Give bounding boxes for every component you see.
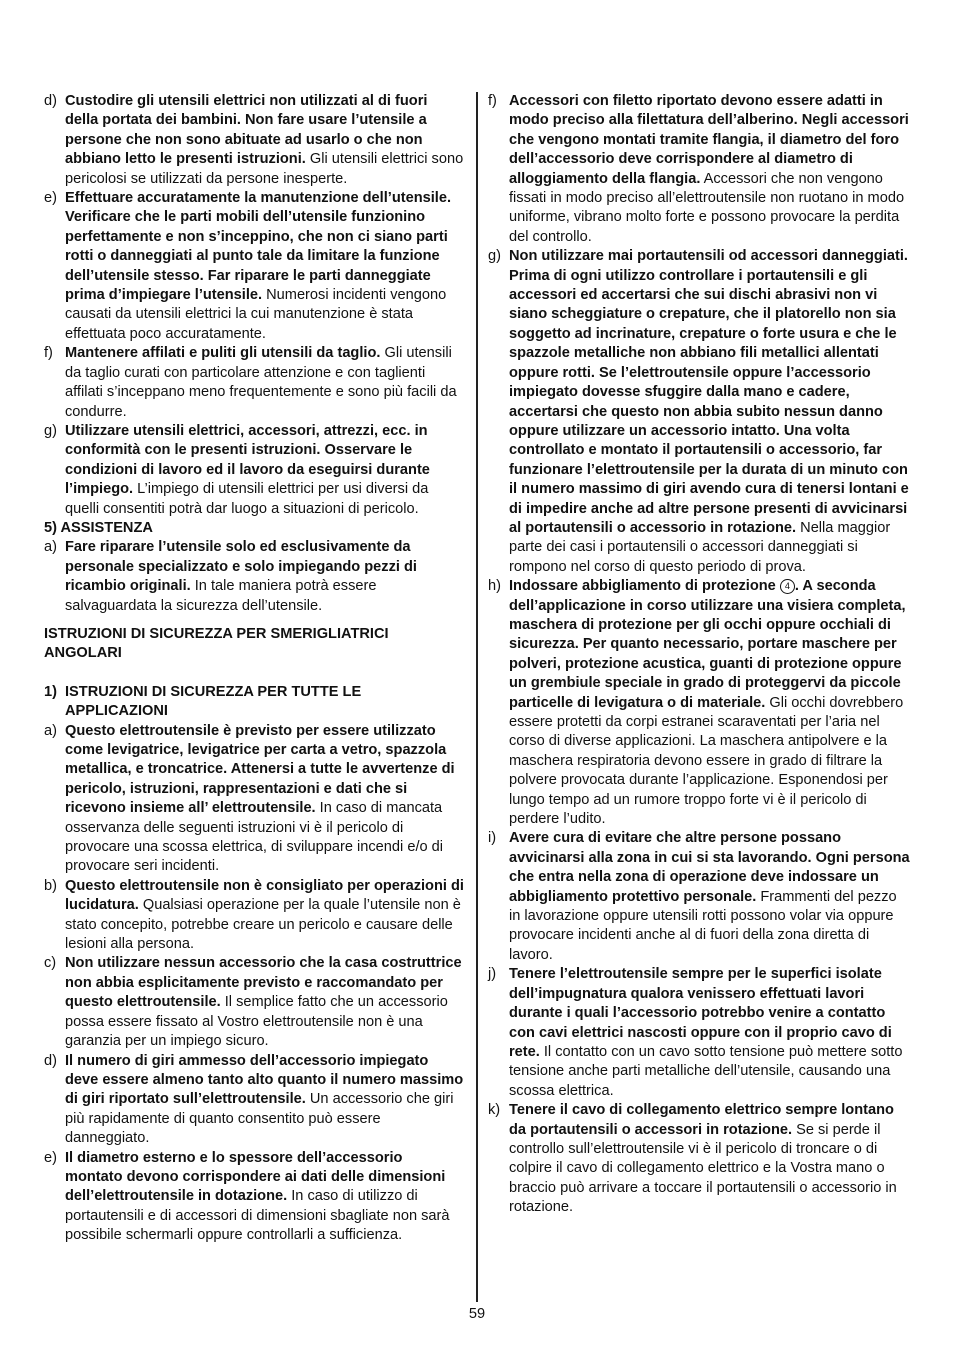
item-text: Gli utensili da taglio curati con particolare attenzione e con taglienti affilati s’inceppano meno frequentemente e sono più facili da condurre. [65,345,457,420]
list-item [488,965,912,1101]
list-item [44,422,464,519]
item-label: i) [488,830,497,847]
subsection-heading [44,683,464,722]
list-item [44,722,464,877]
item-text: Frammenti del pezzo in lavorazione oppure utensili rotti possono volar via oppure provocare incidenti anche al di fuori della zona diretta di lavoro. [509,888,897,963]
item-text: Gli utensili elettrici sono pericolosi se utilizzati da persone inesperte. [65,151,464,187]
item-label: f) [488,93,497,109]
list-item [44,92,464,189]
item-bold-text: Indossare abbigliamento di protezione [509,578,780,595]
list-item [44,189,464,344]
item-bold-text: Accessori con filetto riportato devono essere adatti in modo preciso alla filettatura dell’alberino. Negli accessori che vengono montati tramite flangia, il diametro del foro dell’accessorio deve corrispondere al diametro di alloggiamento della flangia. [509,93,909,187]
item-bold-text: Questo elettroutensile non è consigliato per operazioni di lucidatura. [65,877,464,914]
item-bold-text: Custodire gli utensili elettrici non utilizzati al di fuori della portata dei bambini. Non fare usare l’utensile a persone che non sono abituate ad usarlo o che non abbiano letto le presenti istruzioni. [65,93,428,168]
item-label: a) [44,722,57,739]
item-label: e) [44,1149,57,1166]
item-label: a) [44,539,57,556]
list-item [488,577,912,829]
item-label: j) [488,966,497,983]
list-item [44,954,464,1051]
list-item [488,829,912,965]
service-heading: 5) ASSISTENZA [44,519,153,536]
item-text: In tale maniera potrà essere salvaguardata la sicurezza dell’utensile. [65,578,377,614]
item-label: k) [488,1102,501,1119]
item-bold-text: Il diametro esterno e lo spessore dell’accessorio montato devono corrispondere ai dati delle dimensioni dell’elettroutensile in dotazione. [65,1149,446,1205]
list-item [44,538,464,616]
item-label: g) [488,248,501,265]
item-text: Qualsiasi operazione per la quale l’utensile non è stato concepito, potrebbe creare un pericolo e causare delle lesioni alla persona. [65,897,461,953]
item-bold-text: Mantenere affilati e puliti gli utensili da taglio. [65,345,381,362]
item-label: h) [488,578,501,595]
item-text: Accessori che non vengono fissati in modo preciso all’elettroutensile non ruotano in modo uniforme, vibrano molto forte e possono provocare la perdita del controllo. [509,170,905,245]
item-text: Un accessorio che giri più rapidamente di quanto consentito può essere danneggiato. [65,1091,454,1147]
right-column [488,92,912,1218]
item-bold-text: Utilizzare utensili elettrici, accessori, attrezzi, ecc. in conformità con le presenti istruzioni. Osservare le condizioni di lavoro ed il lavoro da eseguirsi durante l’impiego. [65,422,430,498]
item-bold-text: Non utilizzare mai portautensili od accessori danneggiati. Prima di ogni utilizzo controllare i portautensili e gli accessori ed accertarsi che sui dischi abrasivi non vi siano scheggiature o crepature, che il platorello non sia soggetto ad incrinature, crepature o forte usura e che le spazzole metalliche non abbiano fili metallici allentati oppure rotti. Se l’elettroutensile oppure l’accessorio impiegato dovesse sfuggire dalla mano e cadere, accertarsi che questo non abbia subito nessun danno oppure utilizzare un accessorio intatto. Una volta controllato e montato il portautensili o accessorio, far funzionare l’elettroutensile per la durata di un minuto con il numero massimo di giri avendo cura di tenersi lontani e di impedire anche ad altre persone presenti di avvicinarsi al portautensili o accessorio in rotazione. [509,248,909,536]
list-item [44,1149,464,1246]
item-label: b) [44,877,57,894]
item-bold-text: Tenere il cavo di collegamento elettrico sempre lontano da portautensili o accessori in rotazione. [509,1102,894,1138]
section-heading: ISTRUZIONI DI SICUREZZA PER SMERIGLIATRICI ANGOLARI [44,625,389,662]
item-bold-text: Avere cura di evitare che altre persone possano avvicinarsi alla zona in cui si sta lavorando. Ogni persona che entra nella zona di operazione deve indossare un abbigliamento protettivo personale. [509,830,910,905]
list-item [488,247,912,577]
item-bold-text: . A seconda dell’applicazione in corso utilizzare una visiera completa, maschera di protezione per gli occhi oppure occhiali di sicurezza. Per quanto necessario, portare maschere per polveri, protezione acustica, guanti di protezione oppure un grembiule speciale in grado di proteggervi da piccole particelle di levigatura o di materiale. [509,578,906,711]
list-item [488,1101,912,1217]
item-text: Il contatto con un cavo sotto tensione può mettere sotto tensione anche parti metalliche dell’utensile, causando una scossa elettrica. [509,1043,903,1099]
item-text: Nella maggior parte dei casi i portautensili o accessori danneggiati si rompono nel corso di questo periodo di prova. [509,519,891,575]
page-number: 59 [468,1306,486,1322]
subsection-title: ISTRUZIONI DI SICUREZZA PER TUTTE LE APPLICAZIONI [65,683,362,720]
list-item [488,92,912,247]
item-bold-text: Non utilizzare nessun accessorio che la casa costruttrice non abbia esplicitamente previsto e raccomandato per questo elettroutensile. [65,955,462,1011]
item-label: d) [44,93,57,109]
item-bold-text: Effettuare accuratamente la manutenzione dell’utensile. Verificare che le parti mobili dell’utensile funzionino perfettamente e non s’inceppino, che non ci siano parti rotti o danneggiati al punto tale da limitare la funzione dell’utensile stesso. Far riparare le parti danneggiate prima d’impiegare l’utensile. [65,190,452,304]
figure-reference-marker: 4 [780,579,795,594]
item-label: f) [44,345,53,362]
list-item [44,344,464,422]
item-text: In caso di mancata osservanza delle seguenti istruzioni vi è il pericolo di provocare una scossa elettrica, di sviluppare incendi e/o di provocare seri incidenti. [65,800,444,875]
item-text: L’impiego di utensili elettrici per usi diversi da quelli consentiti potrà dar luogo a situazioni di pericolo. [65,481,429,517]
item-label: g) [44,422,57,439]
item-text: Il semplice fatto che un accessorio possa essere fissato al Vostro elettroutensile non è una garanzia per un impiego sicuro. [65,994,448,1050]
item-text: Se si perde il controllo sull’elettroutensile vi è il pericolo di troncare o di colpire il cavo di collegamento elettrico e la Vostra mano o braccio può arrivare a toccare il portautensili o accessorio in rotazione. [509,1121,897,1216]
list-item [44,877,464,955]
item-text: In caso di utilizzo di portautensili e di accessori di dimensioni sbagliate non sarà possibile schermarli oppure controllarli a sufficienza. [65,1188,450,1244]
item-label: d) [44,1052,57,1069]
item-bold-text: Fare riparare l’utensile solo ed esclusivamente da personale specializzato e solo impiegando pezzi di ricambio originali. [65,539,417,595]
item-bold-text: Questo elettroutensile è previsto per essere utilizzato come levigatrice, levigatrice per carta a vetro, spazzola metallica, e troncatrice. Attenersi a tutte le avvertenze di pericolo, istruzioni, rappresentazioni e dati che si ricevono insieme all’ elettroutensile. [65,722,455,817]
column-divider [476,92,478,1302]
item-bold-text: Tenere l’elettroutensile sempre per le superfici isolate dell’impugnatura qualora venissero effettuati lavori durante i quali l’accessorio potrebbo venire a contatto con cavi elettrici nascosti oppure con il proprio cavo di rete. [509,966,892,1060]
item-text: Numerosi incidenti vengono causati da utensili elettrici la cui manutenzione è stata effettuata poco accuratamente. [65,287,447,342]
item-label: e) [44,190,57,207]
list-item [44,1052,464,1149]
left-column [44,92,464,1246]
subsection-number: 1) [44,683,57,700]
item-bold-text: Il numero di giri ammesso dell’accessorio impiegato deve essere almeno tanto alto quanto il numero massimo di giri riportato sull’elettroutensile. [65,1052,464,1108]
item-text: Gli occhi dovrebbero essere protetti da corpi estranei scaraventati per l’aria nel corso di diverse applicazioni. La maschera antipolvere e la maschera respiratoria devono essere in grado di filtrare la polvere provocata durante l’applicazione. Esponendosi per lungo tempo ad un rumore troppo forte vi è il pericolo di perdere l’udito. [509,694,904,828]
item-label: c) [44,955,57,972]
